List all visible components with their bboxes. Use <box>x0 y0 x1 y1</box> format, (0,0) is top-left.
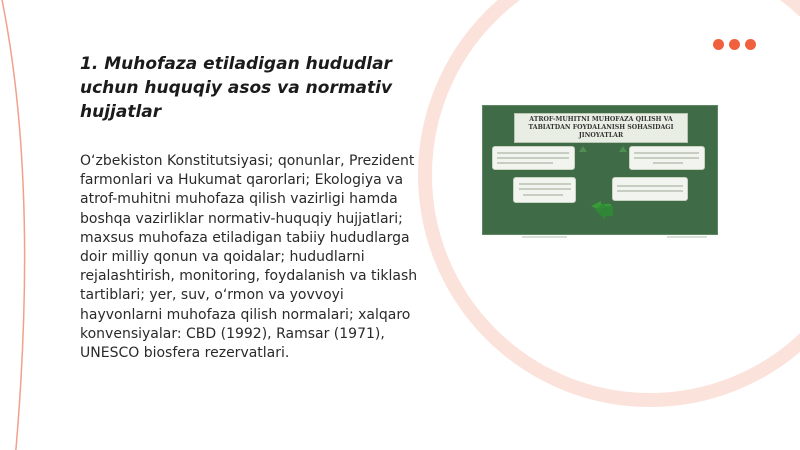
accent-dot <box>745 39 756 50</box>
diagram-image <box>482 105 718 235</box>
diagram-arrows <box>483 106 719 236</box>
diagram-heading: ATROF-MUHITNI MUHOFAZA QILISH VA TABIATDAN FOYDALANISH SOHASIDAGI JINOYATLAR <box>514 113 688 143</box>
slide-title: 1. Muhofaza etiladigan hududlar uchun huquqiy asos va normativ hujjatlar <box>80 54 393 122</box>
accent-dots <box>713 39 756 50</box>
diagram-caption-lines <box>482 236 718 244</box>
accent-dot <box>713 39 724 50</box>
decorative-left-curve <box>0 0 25 450</box>
accent-dot <box>729 39 740 50</box>
slide-body-text: O‘zbekiston Konstitutsiyasi; qonunlar, Prezident farmonlari va Hukumat qarorlari; Ekologiya va atrof-muhitni muhofaza qilish vazirligi hamda boshqa vazirliklar normativ-huquqiy hujjatlari; maxsus muhofaza etiladigan tabiiy hududlarga doir milliy qonun va qoidalar; hududlarni rejalashtirish, monitoring, foydalanish va tiklash tartiblari; yer, suv, o‘rmon va yovvoyi hayvonlarni muhofaza qilish normalari; xalqaro konvensiyalar: CBD (1992), Ramsar (1971), UNESCO biosfera rezervatlari. <box>80 153 418 362</box>
